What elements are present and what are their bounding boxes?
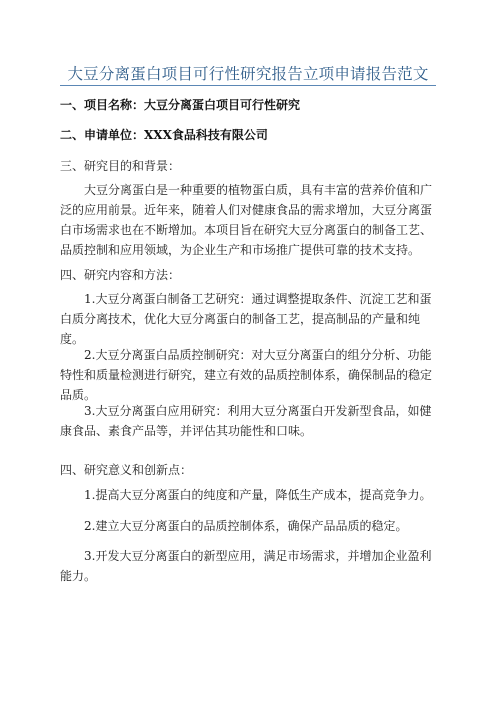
section-heading-applicant: 二、申请单位：XXX食品科技有限公司 [60, 128, 268, 142]
document-title: 大豆分离蛋白项目可行性研究报告立项申请报告范文 [67, 65, 429, 83]
section-heading-content-method: 四、研究内容和方法： [60, 268, 181, 282]
significance-paragraph-2: 2.建立大豆分离蛋白的品质控制体系，确保产品品质的稳定。 [84, 519, 408, 533]
title-underline [60, 85, 436, 86]
content-paragraph-2: 2.大豆分离蛋白品质控制研究：对大豆分离蛋白的组分分析、功能特性和质量检测进行研究，建立有效的品质控制体系，确保制品的稳定品质。 [60, 348, 433, 402]
section-heading-significance: 四、研究意义和创新点： [60, 463, 193, 477]
content-paragraph-3: 3.大豆分离蛋白应用研究：利用大豆分离蛋白开发新型食品，如健康食品、素食产品等，并评估其功能性和口味。 [60, 404, 432, 438]
content-paragraph-1: 1.大豆分离蛋白制备工艺研究：通过调整提取条件、沉淀工艺和蛋白质分离技术，优化大豆分离蛋白的制备工艺，提高制品的产量和纯度。 [60, 292, 432, 346]
significance-paragraph-1: 1.提高大豆分离蛋白的纯度和产量，降低生产成本，提高竞争力。 [84, 488, 432, 502]
section-heading-project-name: 一、项目名称：大豆分离蛋白项目可行性研究 [60, 98, 301, 112]
section-heading-purpose: 三、研究目的和背景： [60, 159, 181, 173]
significance-paragraph-3: 3.开发大豆分离蛋白的新型应用，满足市场需求，并增加企业盈利能力。 [60, 549, 432, 583]
purpose-paragraph: 大豆分离蛋白是一种重要的植物蛋白质，具有丰富的营养价值和广泛的应用前景。近年来，随着人们对健康食品的需求增加，大豆分离蛋白市场需求也在不断增加。本项目旨在研究大豆分离蛋白的制备工艺、品质控制和应用领域，为企业生产和市场推广提供可靠的技术支持。 [60, 183, 433, 257]
